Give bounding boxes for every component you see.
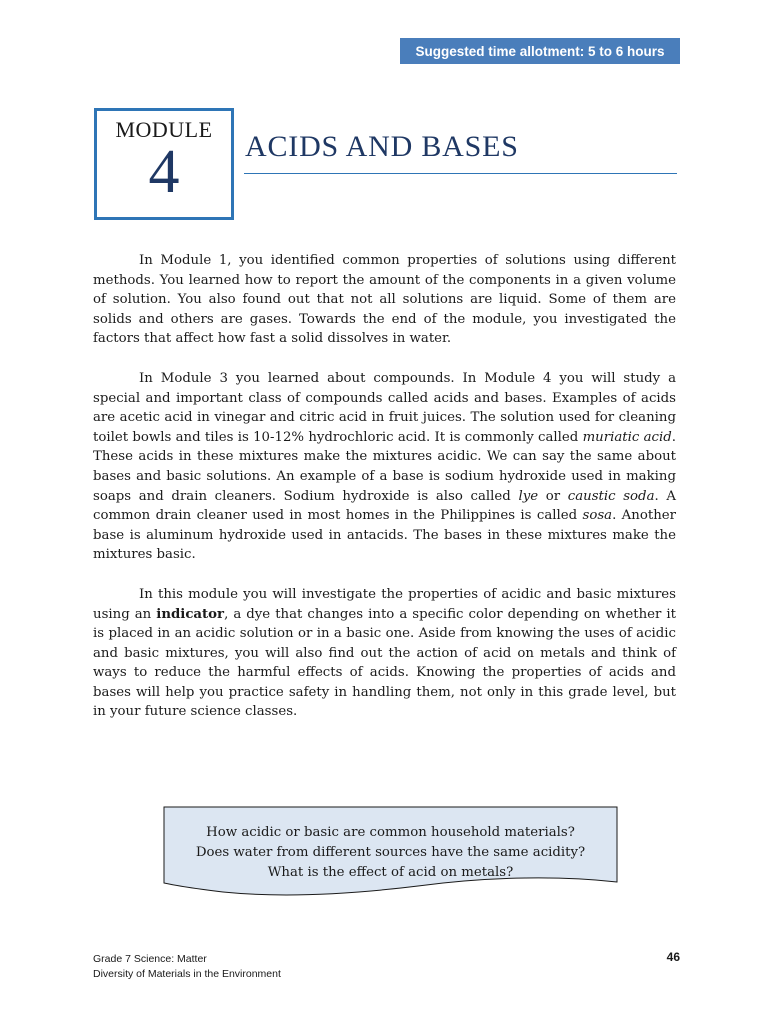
- footer-line-1: Grade 7 Science: Matter: [93, 953, 207, 965]
- term-caustic-soda: caustic soda: [567, 488, 655, 504]
- text-run: , a dye that changes into a specific color depending on whether it is placed in an acidic solution or in a basic one. Aside from knowing the uses of acidic and basic mixtures, you will also find out the action of acid on metals and think of ways to reduce the harmful effects of acids. Knowing the properties of acids and bases will help you practice safety in handling them, not only in this grade level, but in your future science classes.: [93, 606, 676, 720]
- question-2: Does water from different sources have the same acidity?: [195, 845, 586, 860]
- page-number: 46: [666, 950, 680, 964]
- time-allotment-banner: Suggested time allotment: 5 to 6 hours: [400, 38, 680, 64]
- text-run: or: [538, 488, 568, 504]
- term-lye: lye: [518, 488, 539, 504]
- module-number: 4: [148, 138, 180, 206]
- text-run: . Another base is aluminum hydroxide used in antacids. The bases in these mixtures make the mixtures basic.: [93, 508, 676, 563]
- title-underline: [244, 173, 677, 174]
- paragraph-3: [93, 585, 676, 722]
- term-indicator: indicator: [156, 606, 225, 622]
- paragraph-2: [93, 369, 676, 565]
- text-run: . These acids in these mixtures make the mixtures acidic. We can say the same about bases and basic solutions. An example of a base is sodium hydroxide used in making soaps and drain cleaners. Sodium hydroxide is also called: [93, 429, 676, 504]
- module-title: ACIDS AND BASES: [245, 130, 519, 163]
- footer-course-info: [93, 952, 281, 982]
- text-run: In Module 3 you learned about compounds. In Module 4 you will study a special and important class of compounds called acids and bases. Examples of acids are acetic acid in vinegar and citric acid in fruit juices. The solution used for cleaning toilet bowls and tiles is 10-12% hydrochloric acid. It is commonly called: [93, 370, 676, 445]
- paragraph-1: In Module 1, you identified common properties of solutions using different methods. You learned how to report the amount of the components in a given volume of solution. You also found out that not all solutions are liquid. Some of them are solids and others are gases. Towards the end of the module, you investigated the factors that affect how fast a solid dissolves in water.: [93, 253, 676, 347]
- module-badge: [94, 108, 234, 220]
- text-run: . A common drain cleaner used in most homes in the Philippines is called: [93, 488, 676, 524]
- question-1: How acidic or basic are common household materials?: [206, 825, 575, 840]
- term-sosa: sosa: [582, 508, 613, 524]
- term-muriatic-acid: muriatic acid: [582, 429, 672, 445]
- module-introduction: [93, 251, 676, 742]
- question-list: [163, 823, 618, 883]
- question-3: What is the effect of acid on metals?: [267, 865, 514, 880]
- text-run: In this module you will investigate the properties of acidic and basic mixtures using an: [93, 586, 676, 622]
- key-questions-box: [163, 806, 618, 898]
- module-label: MODULE: [115, 117, 213, 142]
- footer-line-2: Diversity of Materials in the Environment: [93, 968, 281, 980]
